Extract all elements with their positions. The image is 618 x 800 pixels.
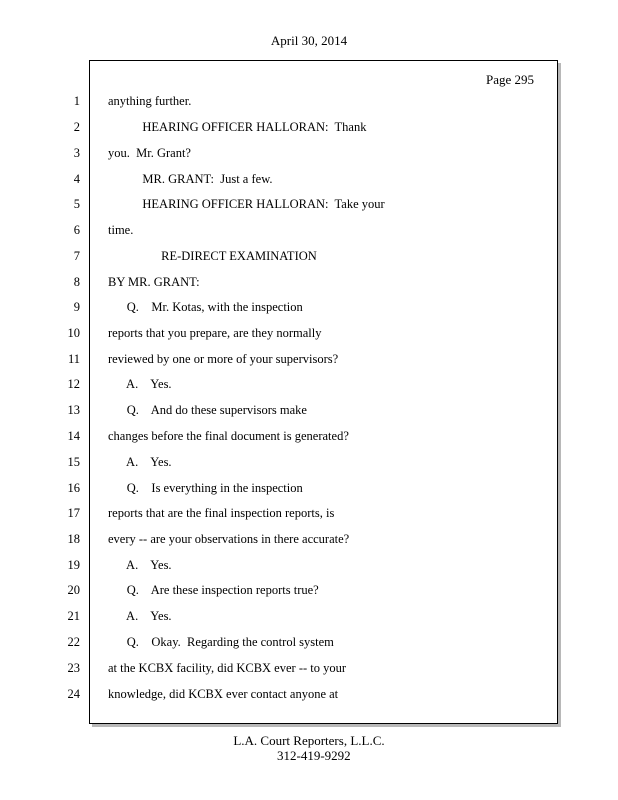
transcript-line: reports that are the final inspection reports, is bbox=[108, 506, 335, 520]
transcript-line: anything further. bbox=[108, 94, 192, 108]
transcript-line: Q. Okay. Regarding the control system bbox=[108, 635, 334, 649]
line-number: 21 bbox=[67, 609, 80, 623]
footer-phone: 312-419-9292 bbox=[277, 748, 351, 763]
line-number: 14 bbox=[67, 429, 80, 443]
line-number: 9 bbox=[73, 300, 80, 314]
line-number: 23 bbox=[67, 661, 80, 675]
transcript-line: A. Yes. bbox=[108, 558, 172, 572]
transcript-line: Q. Mr. Kotas, with the inspection bbox=[108, 300, 303, 314]
line-number: 12 bbox=[67, 377, 80, 391]
line-number: 3 bbox=[73, 146, 80, 160]
transcript-line: Q. And do these supervisors make bbox=[108, 403, 307, 417]
footer-company: L.A. Court Reporters, L.L.C. bbox=[233, 733, 385, 748]
line-number: 10 bbox=[67, 326, 80, 340]
line-number: 2 bbox=[73, 120, 80, 134]
transcript-line: MR. GRANT: Just a few. bbox=[108, 172, 273, 186]
line-number: 15 bbox=[67, 455, 80, 469]
transcript-line: A. Yes. bbox=[108, 455, 172, 469]
transcript-line: HEARING OFFICER HALLORAN: Thank bbox=[108, 120, 367, 134]
line-number: 11 bbox=[67, 352, 80, 366]
transcript-line: BY MR. GRANT: bbox=[108, 275, 200, 289]
transcript-line: A. Yes. bbox=[108, 377, 172, 391]
line-number: 24 bbox=[67, 687, 80, 701]
line-number: 7 bbox=[73, 249, 80, 263]
transcript-line: reviewed by one or more of your supervisors? bbox=[108, 352, 339, 366]
transcript-line: every -- are your observations in there accurate? bbox=[108, 532, 350, 546]
page-number: Page 295 bbox=[486, 72, 535, 87]
line-number: 22 bbox=[67, 635, 80, 649]
line-number: 16 bbox=[67, 481, 80, 495]
line-number: 20 bbox=[67, 583, 80, 597]
line-number: 19 bbox=[67, 558, 80, 572]
transcript-line: reports that you prepare, are they normally bbox=[108, 326, 322, 340]
transcript-line: RE-DIRECT EXAMINATION bbox=[108, 249, 317, 263]
transcript-line: Q. Is everything in the inspection bbox=[108, 481, 303, 495]
header-date: April 30, 2014 bbox=[270, 33, 348, 48]
transcript-line: changes before the final document is generated? bbox=[108, 429, 349, 443]
line-number: 8 bbox=[73, 275, 80, 289]
line-number: 13 bbox=[67, 403, 80, 417]
transcript-line: at the KCBX facility, did KCBX ever -- to your bbox=[108, 661, 347, 675]
line-number: 4 bbox=[73, 172, 80, 186]
line-number: 18 bbox=[67, 532, 80, 546]
transcript-line: time. bbox=[108, 223, 134, 237]
transcript-line: A. Yes. bbox=[108, 609, 172, 623]
line-number: 1 bbox=[73, 94, 80, 108]
transcript-line: HEARING OFFICER HALLORAN: Take your bbox=[108, 197, 385, 211]
transcript-line: Q. Are these inspection reports true? bbox=[108, 583, 319, 597]
line-number: 5 bbox=[73, 197, 80, 211]
transcript-line: you. Mr. Grant? bbox=[108, 146, 191, 160]
line-number: 17 bbox=[67, 506, 80, 520]
line-number: 6 bbox=[73, 223, 80, 237]
transcript-line: knowledge, did KCBX ever contact anyone at bbox=[108, 687, 339, 701]
